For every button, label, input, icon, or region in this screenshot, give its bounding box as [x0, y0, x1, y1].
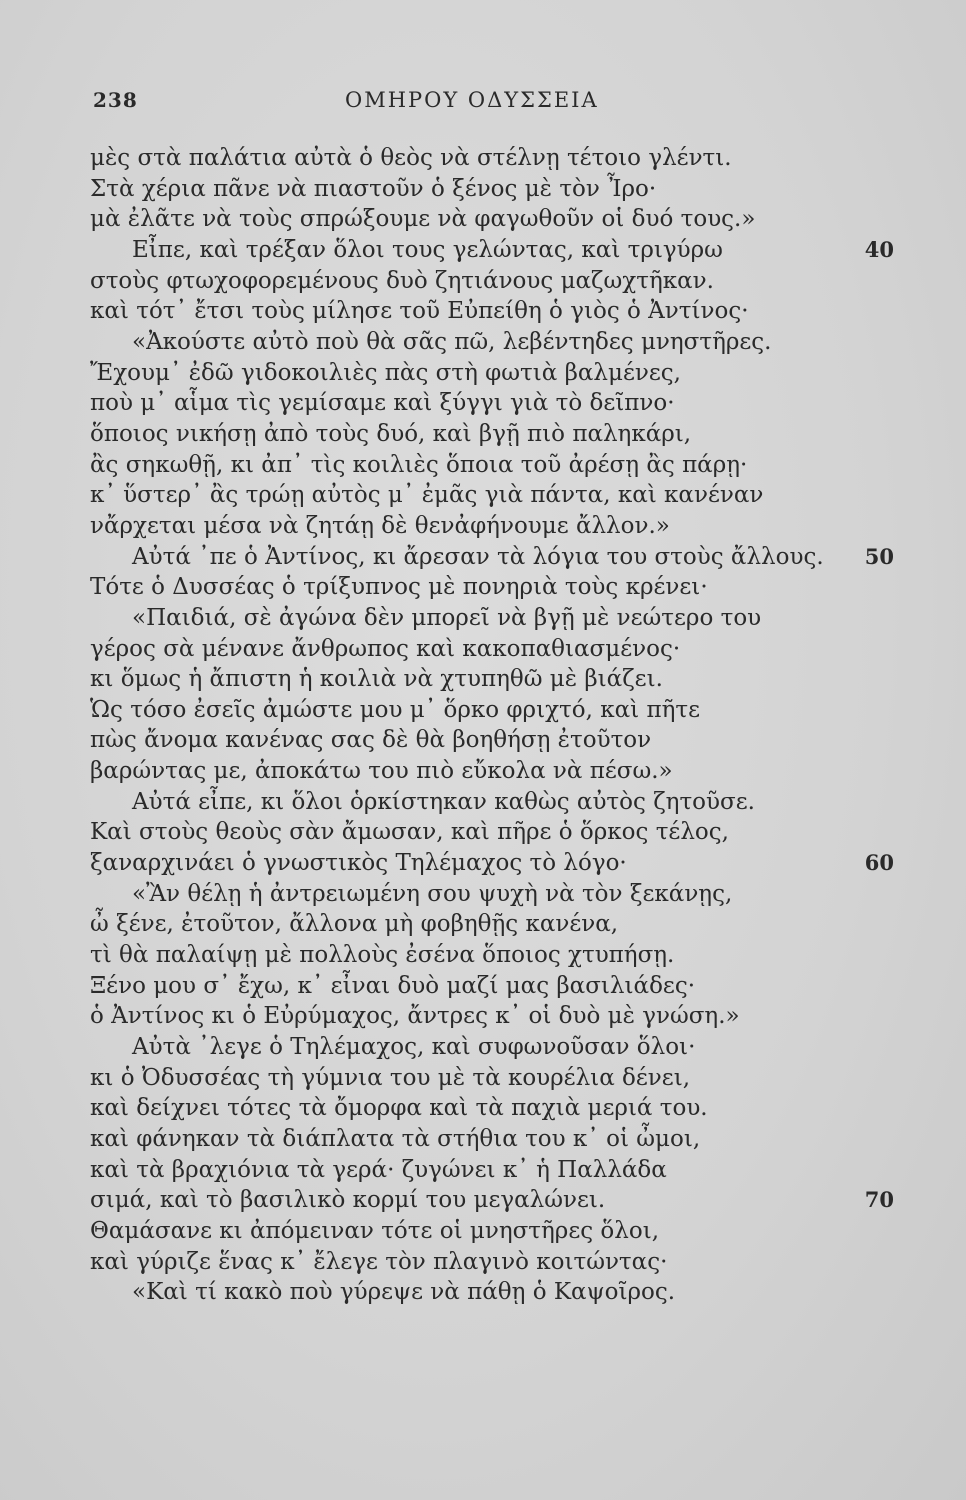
verse-text: στοὺς φτωχοφορεμένους δυὸ ζητιάνους μαζωχτῆκαν.: [90, 267, 714, 294]
verse-line: [90, 1124, 880, 1155]
verse-text: Ἔχουμ᾽ ἐδῶ γιδοκοιλιὲς πὰς στὴ φωτιὰ βαλμένες,: [90, 359, 681, 386]
verse-text: «Ἀκούστε αὐτὸ ποὺ θὰ σᾶς πῶ, λεβέντηδες μνηστῆρες.: [132, 328, 772, 355]
verse-text: Τότε ὁ Δυσσέας ὁ τρίξυπνος μὲ πονηριὰ τοὺς κρένει·: [90, 574, 708, 601]
verse-text: ἂς σηκωθῇ, κι ἀπ᾽ τὶς κοιλιὲς ὅποια τοῦ ἀρέσῃ ἂς πάρῃ·: [90, 451, 748, 478]
verse-text: Εἶπε, καὶ τρέξαν ὅλοι τους γελώντας, καὶ τριγύρω: [132, 236, 723, 263]
verse-text: σιμά, καὶ τὸ βασιλικὸ κορμί του μεγαλώνει.: [90, 1187, 606, 1214]
verse-text: Ὡς τόσο ἐσεῖς ἀμώστε μου μ᾽ ὅρκο φριχτό, καὶ πῆτε: [90, 696, 700, 723]
verse-line: [90, 1093, 880, 1124]
verse-line: [90, 542, 894, 573]
poem-text: [90, 143, 894, 1308]
verse-line: [90, 266, 880, 297]
verse-line: [90, 940, 880, 971]
verse-line: [90, 143, 880, 174]
verse-line: [90, 725, 880, 756]
verse-text: καὶ γύριζε ἕνας κ᾽ ἔλεγε τὸν πλαγινὸ κοιτώντας·: [90, 1248, 668, 1275]
verse-line: [90, 1032, 880, 1063]
verse-line: [90, 511, 880, 542]
verse-text: Αὐτά ᾽πε ὁ Ἀντίνος, κι ἄρεσαν τὰ λόγια του στοὺς ἄλλους.: [132, 543, 824, 570]
verse-line: [90, 1216, 880, 1247]
running-title: ΟΜΗΡΟΥ ΟΔΥΣΣΕΙΑ: [345, 88, 599, 112]
verse-text: «Ἂν θέλῃ ἡ ἀντρειωμένη σου ψυχὴ νὰ τὸν ξεκάνῃς,: [132, 880, 733, 907]
verse-text: μὰ ἐλᾶτε νὰ τοὺς σπρώξουμε νὰ φαγωθοῦν οἱ δυό τους.»: [90, 206, 756, 233]
verse-line: [90, 787, 880, 818]
line-number: 50: [864, 543, 894, 569]
verse-text: καὶ τότ᾽ ἔτσι τοὺς μίλησε τοῦ Εὐπείθη ὁ γιὸς ὁ Ἀντίνος·: [90, 298, 749, 325]
verse-line: [90, 358, 880, 389]
verse-line: [90, 419, 880, 450]
verse-text: «Παιδιά, σὲ ἀγώνα δὲν μπορεῖ νὰ βγῇ μὲ νεώτερο του: [132, 604, 762, 631]
verse-line: [90, 756, 880, 787]
verse-line: [90, 327, 880, 358]
verse-text: γέρος σὰ μένανε ἄνθρωπος καὶ κακοπαθιασμένος·: [90, 635, 681, 662]
verse-line: [90, 695, 880, 726]
line-number: 60: [864, 850, 894, 876]
verse-line: [90, 296, 880, 327]
verse-line: [90, 1247, 880, 1278]
verse-line: [90, 235, 894, 266]
verse-line: [90, 603, 880, 634]
verse-text: νἄρχεται μέσα νὰ ζητάῃ δὲ θενἀφήνουμε ἄλλον.»: [90, 512, 670, 539]
line-number: 40: [864, 236, 894, 262]
verse-text: «Καὶ τί κακὸ ποὺ γύρεψε νὰ πάθῃ ὁ Καψοῖρος.: [132, 1279, 676, 1306]
verse-text: ὅποιος νικήσῃ ἀπὸ τοὺς δυό, καὶ βγῇ πιὸ παληκάρι,: [90, 420, 692, 447]
verse-line: [90, 879, 880, 910]
line-number: 70: [864, 1187, 894, 1213]
verse-line: [90, 1001, 880, 1032]
verse-text: καὶ τὰ βραχιόνια τὰ γερά· ζυγώνει κ᾽ ἡ Παλλάδα: [90, 1156, 667, 1183]
verse-text: κι ὅμως ἡ ἄπιστη ἡ κοιλιὰ νὰ χτυπηθῶ μὲ βιάζει.: [90, 666, 663, 693]
verse-text: κ᾽ ὕστερ᾽ ἂς τρώῃ αὐτὸς μ᾽ ἐμᾶς γιὰ πάντα, καὶ κανέναν: [90, 482, 764, 509]
verse-text: βαρώντας με, ἀποκάτω του πιὸ εὔκολα νὰ πέσω.»: [90, 758, 673, 785]
verse-line: [90, 1155, 880, 1186]
verse-line: [90, 848, 894, 879]
verse-text: Στὰ χέρια πᾶνε νὰ πιαστοῦν ὁ ξένος μὲ τὸν Ἶρο·: [90, 175, 657, 202]
verse-text: πὼς ἄνομα κανένας σας δὲ θὰ βοηθήσῃ ἐτοῦτον: [90, 727, 652, 754]
verse-text: Ξένο μου σ᾽ ἔχω, κ᾽ εἶναι δυὸ μαζί μας βασιλιάδες·: [90, 972, 696, 999]
verse-text: καὶ φάνηκαν τὰ διάπλατα τὰ στήθια του κ᾽ οἱ ὦμοι,: [90, 1126, 701, 1152]
verse-text: ὁ Ἀντίνος κι ὁ Εὐρύμαχος, ἄντρες κ᾽ οἱ δυὸ μὲ γνώση.»: [90, 1003, 740, 1030]
verse-text: Καὶ στοὺς θεοὺς σὰν ἄμωσαν, καὶ πῆρε ὁ ὅρκος τέλος,: [90, 819, 729, 846]
verse-line: [90, 480, 880, 511]
verse-text: καὶ δείχνει τότες τὰ ὄμορφα καὶ τὰ παχιὰ μεριά του.: [90, 1095, 708, 1122]
verse-text: μὲς στὰ παλάτια αὐτὰ ὁ θεὸς νὰ στέλνῃ τέτοιο γλέντι.: [90, 145, 732, 171]
verse-text: Αὐτά εἶπε, κι ὅλοι ὁρκίστηκαν καθὼς αὐτὸς ζητοῦσε.: [132, 788, 755, 815]
verse-text: ὦ ξένε, ἐτοῦτον, ἄλλονα μὴ φοβηθῇς κανένα,: [90, 911, 619, 938]
verse-line: [90, 1277, 880, 1308]
verse-line: [90, 664, 880, 695]
verse-line: [90, 634, 880, 665]
verse-line: [90, 971, 880, 1002]
verse-text: ξαναρχινάει ὁ γνωστικὸς Τηλέμαχος τὸ λόγο·: [90, 850, 627, 877]
verse-line: [90, 572, 880, 603]
verse-text: Θαμάσανε κι ἀπόμειναν τότε οἱ μνηστῆρες ὅλοι,: [90, 1217, 660, 1244]
page-number: 238: [93, 88, 138, 112]
verse-line: [90, 388, 880, 419]
verse-text: κι ὁ Ὀδυσσέας τὴ γύμνια του μὲ τὰ κουρέλια δένει,: [90, 1064, 691, 1091]
verse-line: [90, 817, 880, 848]
verse-line: [90, 909, 880, 940]
verse-line: [90, 450, 880, 481]
verse-line: [90, 1063, 880, 1094]
verse-text: Αὐτὰ ᾽λεγε ὁ Τηλέμαχος, καὶ συφωνοῦσαν ὅλοι·: [132, 1034, 696, 1061]
verse-text: τὶ θὰ παλαίψῃ μὲ πολλοὺς ἐσένα ὅποιος χτυπήσῃ.: [90, 942, 675, 969]
verse-line: [90, 174, 880, 205]
verse-line: [90, 1185, 894, 1216]
verse-text: ποὺ μ᾽ αἷμα τὶς γεμίσαμε καὶ ξύγγι γιὰ τὸ δεῖπνο·: [90, 390, 675, 417]
verse-line: [90, 204, 880, 235]
